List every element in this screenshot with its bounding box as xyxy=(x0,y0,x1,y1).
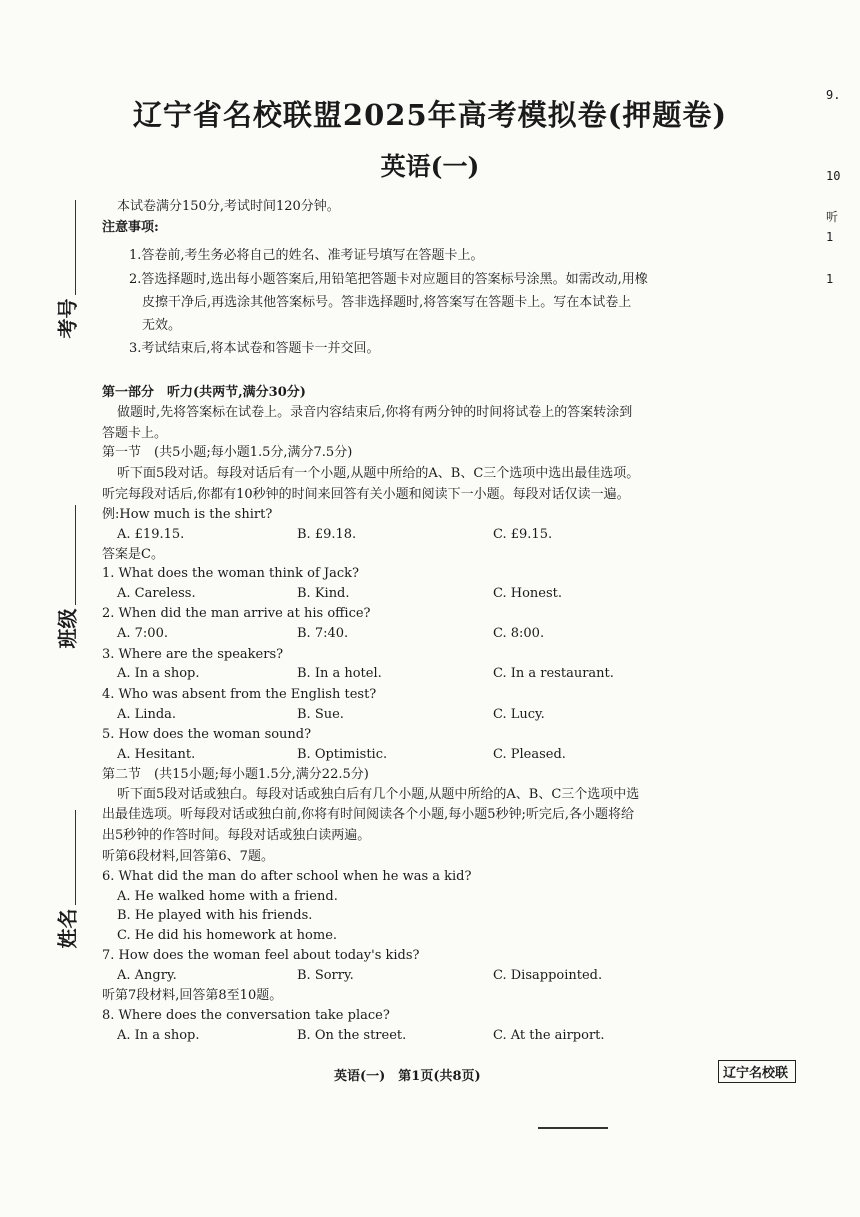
question: 8. Where does the conversation take place? xyxy=(102,1008,390,1023)
material-note: 听第7段材料,回答第8至10题。 xyxy=(102,988,283,1003)
paragraph: 出最佳选项。听每段对话或独白前,你将有时间阅读各个小题,每小题5秒钟;听完后,各小题将给 xyxy=(102,807,635,822)
option: C. Lucy. xyxy=(493,707,545,722)
notice-item: 1.答卷前,考生务必将自己的姓名、准考证号填写在答题卡上。 xyxy=(129,248,484,263)
question: 7. How does the woman feel about today's kids? xyxy=(102,948,420,963)
option: B. Sue. xyxy=(297,707,344,722)
paragraph: 做题时,先将答案标在试卷上。录音内容结束后,你将有两分钟的时间将试卷上的答案转涂到 xyxy=(117,405,633,420)
option: A. He walked home with a friend. xyxy=(117,889,338,904)
option: B. £9.18. xyxy=(297,527,357,542)
option: A. In a shop. xyxy=(117,1028,200,1043)
option: C. Pleased. xyxy=(493,747,566,762)
xingming-line xyxy=(75,810,76,905)
option: B. Optimistic. xyxy=(297,747,388,762)
paragraph: 听下面5段对话。每段对话后有一个小题,从题中所给的A、B、C三个选项中选出最佳选项。 xyxy=(117,466,640,481)
banji-line xyxy=(75,505,76,605)
question: 5. How does the woman sound? xyxy=(102,727,312,742)
question: 2. When did the man arrive at his office? xyxy=(102,606,371,621)
option: C. In a restaurant. xyxy=(493,666,614,681)
part-heading: 第一部分 听力(共两节,满分30分) xyxy=(102,385,306,400)
material-note: 听第6段材料,回答第6、7题。 xyxy=(102,849,274,864)
paragraph: 听完每段对话后,你都有10秒钟的时间来回答有关小题和阅读下一小题。每段对话仅读一遍。 xyxy=(102,487,630,502)
paragraph: 听下面5段对话或独白。每段对话或独白后有几个小题,从题中所给的A、B、C三个选项中选 xyxy=(117,787,640,802)
notice-item: 无效。 xyxy=(142,318,182,333)
option: B. Sorry. xyxy=(297,968,354,983)
option: B. He played with his friends. xyxy=(117,908,313,923)
option: A. Careless. xyxy=(117,586,196,601)
paragraph: 答题卡上。 xyxy=(102,426,168,441)
option: A. In a shop. xyxy=(117,666,200,681)
decorative-line xyxy=(538,1127,608,1129)
option: A. Linda. xyxy=(117,707,177,722)
section-heading: 第二节 (共15小题;每小题1.5分,满分22.5分) xyxy=(102,767,369,782)
paragraph: 出5秒钟的作答时间。每段对话或独白读两遍。 xyxy=(102,828,371,843)
section-heading: 第一节 (共5小题;每小题1.5分,满分7.5分) xyxy=(102,445,353,460)
option: B. Kind. xyxy=(297,586,350,601)
page-footer: 英语(一) 第1页(共8页) xyxy=(334,1069,481,1084)
exam-title: 辽宁省名校联盟2025年高考模拟卷(押题卷) xyxy=(132,98,728,132)
right-edge-text: 1 xyxy=(826,272,834,286)
exam-subtitle: 英语(一) xyxy=(380,152,480,181)
question: 3. Where are the speakers? xyxy=(102,647,284,662)
side-label-banji: 班级 xyxy=(55,608,80,649)
right-edge-text: 1 xyxy=(826,230,834,244)
right-edge-text: 10 xyxy=(826,169,841,183)
option: A. 7:00. xyxy=(117,626,168,641)
question: 6. What did the man do after school when he was a kid? xyxy=(102,869,472,884)
example-question: 例:How much is the shirt? xyxy=(102,507,273,522)
notice-item: 2.答选择题时,选出每小题答案后,用铅笔把答题卡对应题目的答案标号涂黑。如需改动,用橡 xyxy=(129,272,648,287)
notice-item: 皮擦干净后,再选涂其他答案标号。答非选择题时,将答案写在答题卡上。写在本试卷上 xyxy=(142,295,632,310)
side-label-kaohao: 考号 xyxy=(55,298,80,339)
footer-stamp: 辽宁名校联 xyxy=(718,1060,796,1083)
example-answer: 答案是C。 xyxy=(102,547,164,562)
option: C. At the airport. xyxy=(493,1028,605,1043)
side-label-xingming: 姓名 xyxy=(55,908,80,949)
notice-title: 注意事项: xyxy=(102,220,159,235)
option: A. Angry. xyxy=(117,968,177,983)
right-edge-text: 听 xyxy=(826,210,839,224)
option: C. 8:00. xyxy=(493,626,545,641)
score-info: 本试卷满分150分,考试时间120分钟。 xyxy=(117,199,340,214)
kaohao-line xyxy=(75,200,76,295)
option: C. He did his homework at home. xyxy=(117,928,338,943)
question: 1. What does the woman think of Jack? xyxy=(102,566,359,581)
option: A. £19.15. xyxy=(117,527,185,542)
option: C. £9.15. xyxy=(493,527,553,542)
right-edge-text: 9. xyxy=(826,88,841,102)
option: B. In a hotel. xyxy=(297,666,382,681)
option: C. Disappointed. xyxy=(493,968,603,983)
notice-item: 3.考试结束后,将本试卷和答题卡一并交回。 xyxy=(129,341,380,356)
question: 4. Who was absent from the English test? xyxy=(102,687,377,702)
option: A. Hesitant. xyxy=(117,747,196,762)
option: B. 7:40. xyxy=(297,626,349,641)
option: C. Honest. xyxy=(493,586,563,601)
option: B. On the street. xyxy=(297,1028,407,1043)
